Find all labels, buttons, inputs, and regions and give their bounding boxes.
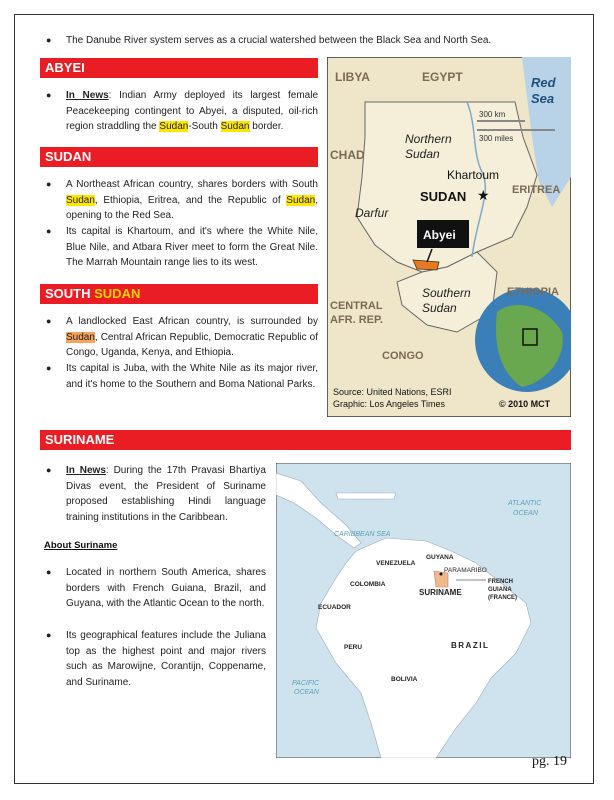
guyana-label: GUYANA: [426, 554, 454, 561]
eritrea-label: ERITREA: [512, 184, 561, 196]
sudan-map: [327, 57, 571, 417]
car-label-1: CENTRAL: [330, 300, 383, 312]
congo-label: CONGO: [382, 350, 424, 362]
paramaribo-label: PARAMARIBO: [444, 567, 487, 574]
south-sudan-bullet-2: ● Its capital is Juba, with the White Nile as its major river, and it's home to the Southern and Boma National Parks.: [46, 363, 318, 390]
caribbean-label: CARIBBEAN SEA: [334, 531, 391, 538]
sudan-bullet-2: ● Its capital is Khartoum, and it's where the White Nile, Blue Nile, and Atbara River meet to form the Great Nile. The Marrah Mountain range lies to its west.: [46, 226, 318, 268]
pacific-label-1: PACIFIC: [292, 680, 320, 687]
scale-km: 300 km: [479, 110, 506, 119]
copyright-label: © 2010 MCT: [499, 399, 551, 409]
pacific-label-2: OCEAN: [294, 689, 319, 696]
suriname-in-news: ● In News: During the 17th Pravasi Bhartiya Divas event, the President of Suriname proposed establishing Hindi language training institutions in the Caribbean.: [46, 465, 266, 523]
in-news-label: In News: [66, 90, 109, 101]
suriname-in-news-label: In News: [66, 465, 106, 476]
suriname-bullet-1: ● Located in northern South America, shares borders with French Guiana, Brazil, and Guyana, with the Atlantic Ocean to the north.: [46, 567, 266, 609]
libya-label: LIBYA: [335, 70, 370, 84]
source-line-1: Source: United Nations, ESRI: [333, 387, 452, 397]
southern-sudan-2: Sudan: [422, 301, 457, 315]
page-number: pg. 19: [532, 754, 567, 769]
colombia-label: COLOMBIA: [350, 581, 386, 588]
abyei-map-label: Abyei: [423, 228, 456, 242]
sudan-heading: SUDAN: [40, 147, 318, 167]
bolivia-label: BOLIVIA: [391, 676, 418, 683]
about-suriname-heading: About Suriname: [44, 540, 118, 551]
sudan-label: SUDAN: [420, 189, 467, 204]
peru-label: PERU: [344, 644, 363, 651]
abyei-heading: ABYEI: [40, 58, 318, 78]
capital-star-icon: ★: [477, 187, 490, 203]
northern-sudan-2: Sudan: [405, 147, 440, 161]
chad-label: CHAD: [330, 148, 365, 162]
southern-sudan-1: Southern: [422, 286, 471, 300]
french-guiana-3: (FRANCE): [488, 595, 517, 601]
south-sudan-heading: SOUTH SUDAN: [40, 284, 318, 304]
darfur-label: Darfur: [355, 206, 389, 220]
south-america-map: [276, 463, 571, 758]
red-sea-label-2: Sea: [531, 91, 555, 106]
atlantic-label-2: OCEAN: [513, 510, 538, 517]
atlantic-label-1: ATLANTIC: [508, 500, 542, 507]
source-line-2: Graphic: Los Angeles Times: [333, 399, 446, 409]
french-guiana-1: FRENCH: [488, 579, 513, 585]
car-label-2: AFR. REP.: [330, 314, 383, 326]
khartoum-label: Khartoum: [447, 168, 500, 182]
french-guiana-2: GUIANA: [488, 587, 512, 593]
suriname-label: SURINAME: [419, 588, 462, 597]
sudan-bullet-1: ● A Northeast African country, shares borders with South Sudan, Ethiopia, Eritrea, and the Republic of Sudan, opening to the Red Sea.: [46, 179, 318, 221]
red-sea-label-1: Red: [531, 75, 556, 90]
intro-bullet: ● The Danube River system serves as a crucial watershed between the Black Sea and North Sea.: [46, 35, 492, 46]
egypt-label: EGYPT: [422, 70, 463, 84]
ethiopia-label: ETHIOPIA: [507, 286, 559, 298]
suriname-bullet-2: ● Its geographical features include the Juliana top as the highest point and major rivers such as Marowijne, Corantijn, Coppename, and Suriname.: [46, 630, 266, 688]
scale-miles: 300 miles: [479, 134, 514, 143]
venezuela-label: VENEZUELA: [376, 560, 416, 567]
south-sudan-bullet-1: ● A landlocked East African country, is surrounded by Sudan, Central African Republic, Democratic Republic of Congo, Uganda, Kenya, and Ethiopia.: [46, 316, 318, 358]
abyei-bullet: ● In News: Indian Army deployed its largest female Peacekeeping contingent to Abyei, a disputed, oil-rich region straddling the Sudan-South Sudan border.: [46, 90, 319, 132]
brazil-label: BRAZIL: [451, 641, 490, 650]
northern-sudan-1: Northern: [405, 132, 452, 146]
suriname-heading: SURINAME: [40, 430, 571, 450]
ecuador-label: ECUADOR: [318, 604, 351, 611]
